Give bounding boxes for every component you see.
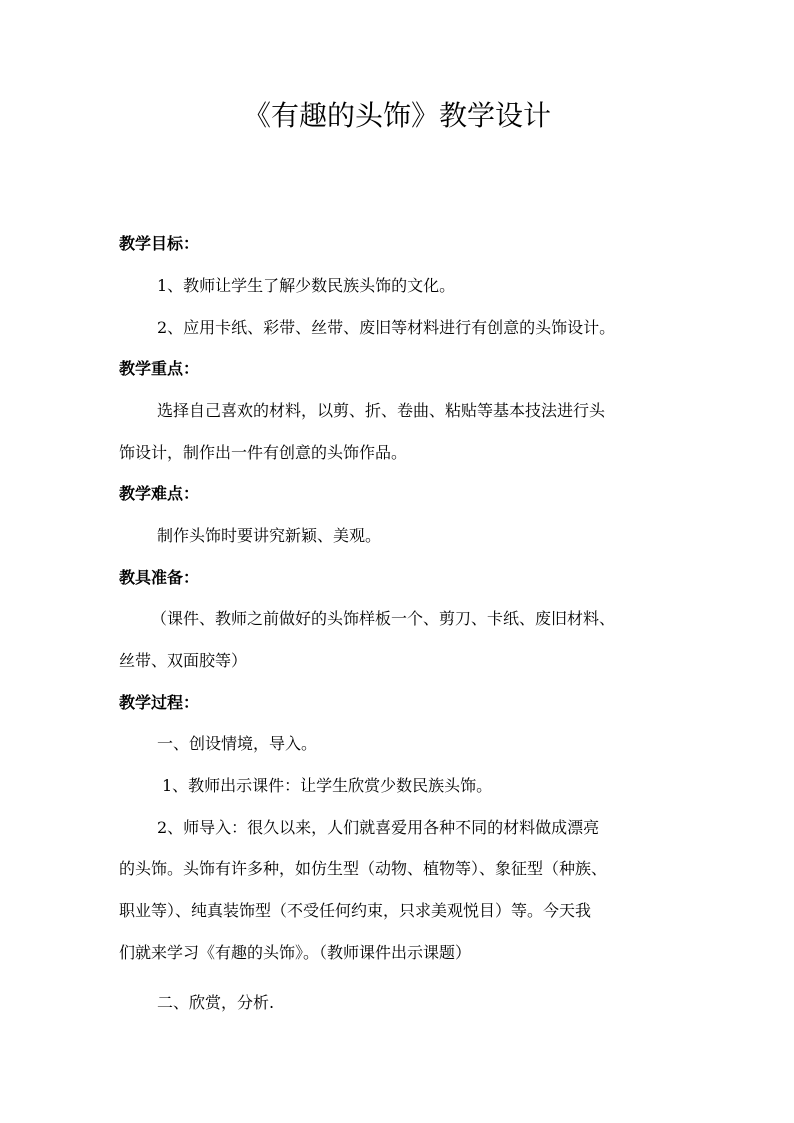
key-points-heading: 教学重点：: [119, 359, 200, 378]
key-points-line-2: 饰设计，制作出一件有创意的头饰作品。: [119, 443, 408, 462]
materials-line-2: 丝带、双面胶等）: [119, 651, 248, 670]
document-title: 《有趣的头饰》教学设计: [242, 99, 551, 132]
objective-item-2: 2、应用卡纸、彩带、丝带、废旧等材料进行有创意的头饰设计。: [157, 318, 616, 337]
objective-item-1: 1、教师让学生了解少数民族头饰的文化。: [157, 276, 456, 295]
objectives-heading: 教学目标：: [119, 234, 200, 253]
process-step-1-item-2-line-3: 职业等）、纯真装饰型（不受任何约束，只求美观悦目）等。今天我: [119, 901, 592, 920]
difficulties-line-1: 制作头饰时要讲究新颖、美观。: [157, 526, 382, 545]
process-step-1-title: 一、创设情境，导入。: [157, 734, 318, 753]
materials-line-1: （课件、教师之前做好的头饰样板一个、剪刀、卡纸、废旧材料、: [151, 609, 616, 628]
process-heading: 教学过程：: [119, 693, 200, 712]
process-step-1-item-2-line-2: 的头饰。头饰有许多种，如仿生型（动物、植物等）、象征型（种族、: [119, 859, 608, 878]
key-points-line-1: 选择自己喜欢的材料，以剪、折、卷曲、粘贴等基本技法进行头: [157, 401, 606, 420]
materials-heading: 教具准备：: [119, 568, 200, 587]
process-step-2-title: 二、欣赏，分析.: [157, 993, 275, 1012]
process-step-1-item-1: 1、教师出示课件：让学生欣赏少数民族头饰。: [162, 776, 493, 795]
process-step-1-item-2-line-4: 们就来学习《有趣的头饰》。（教师课件出示课题）: [119, 943, 472, 962]
difficulties-heading: 教学难点：: [119, 484, 200, 503]
process-step-1-item-2-line-1: 2、师导入：很久以来，人们就喜爱用各种不同的材料做成漂亮: [157, 818, 600, 837]
